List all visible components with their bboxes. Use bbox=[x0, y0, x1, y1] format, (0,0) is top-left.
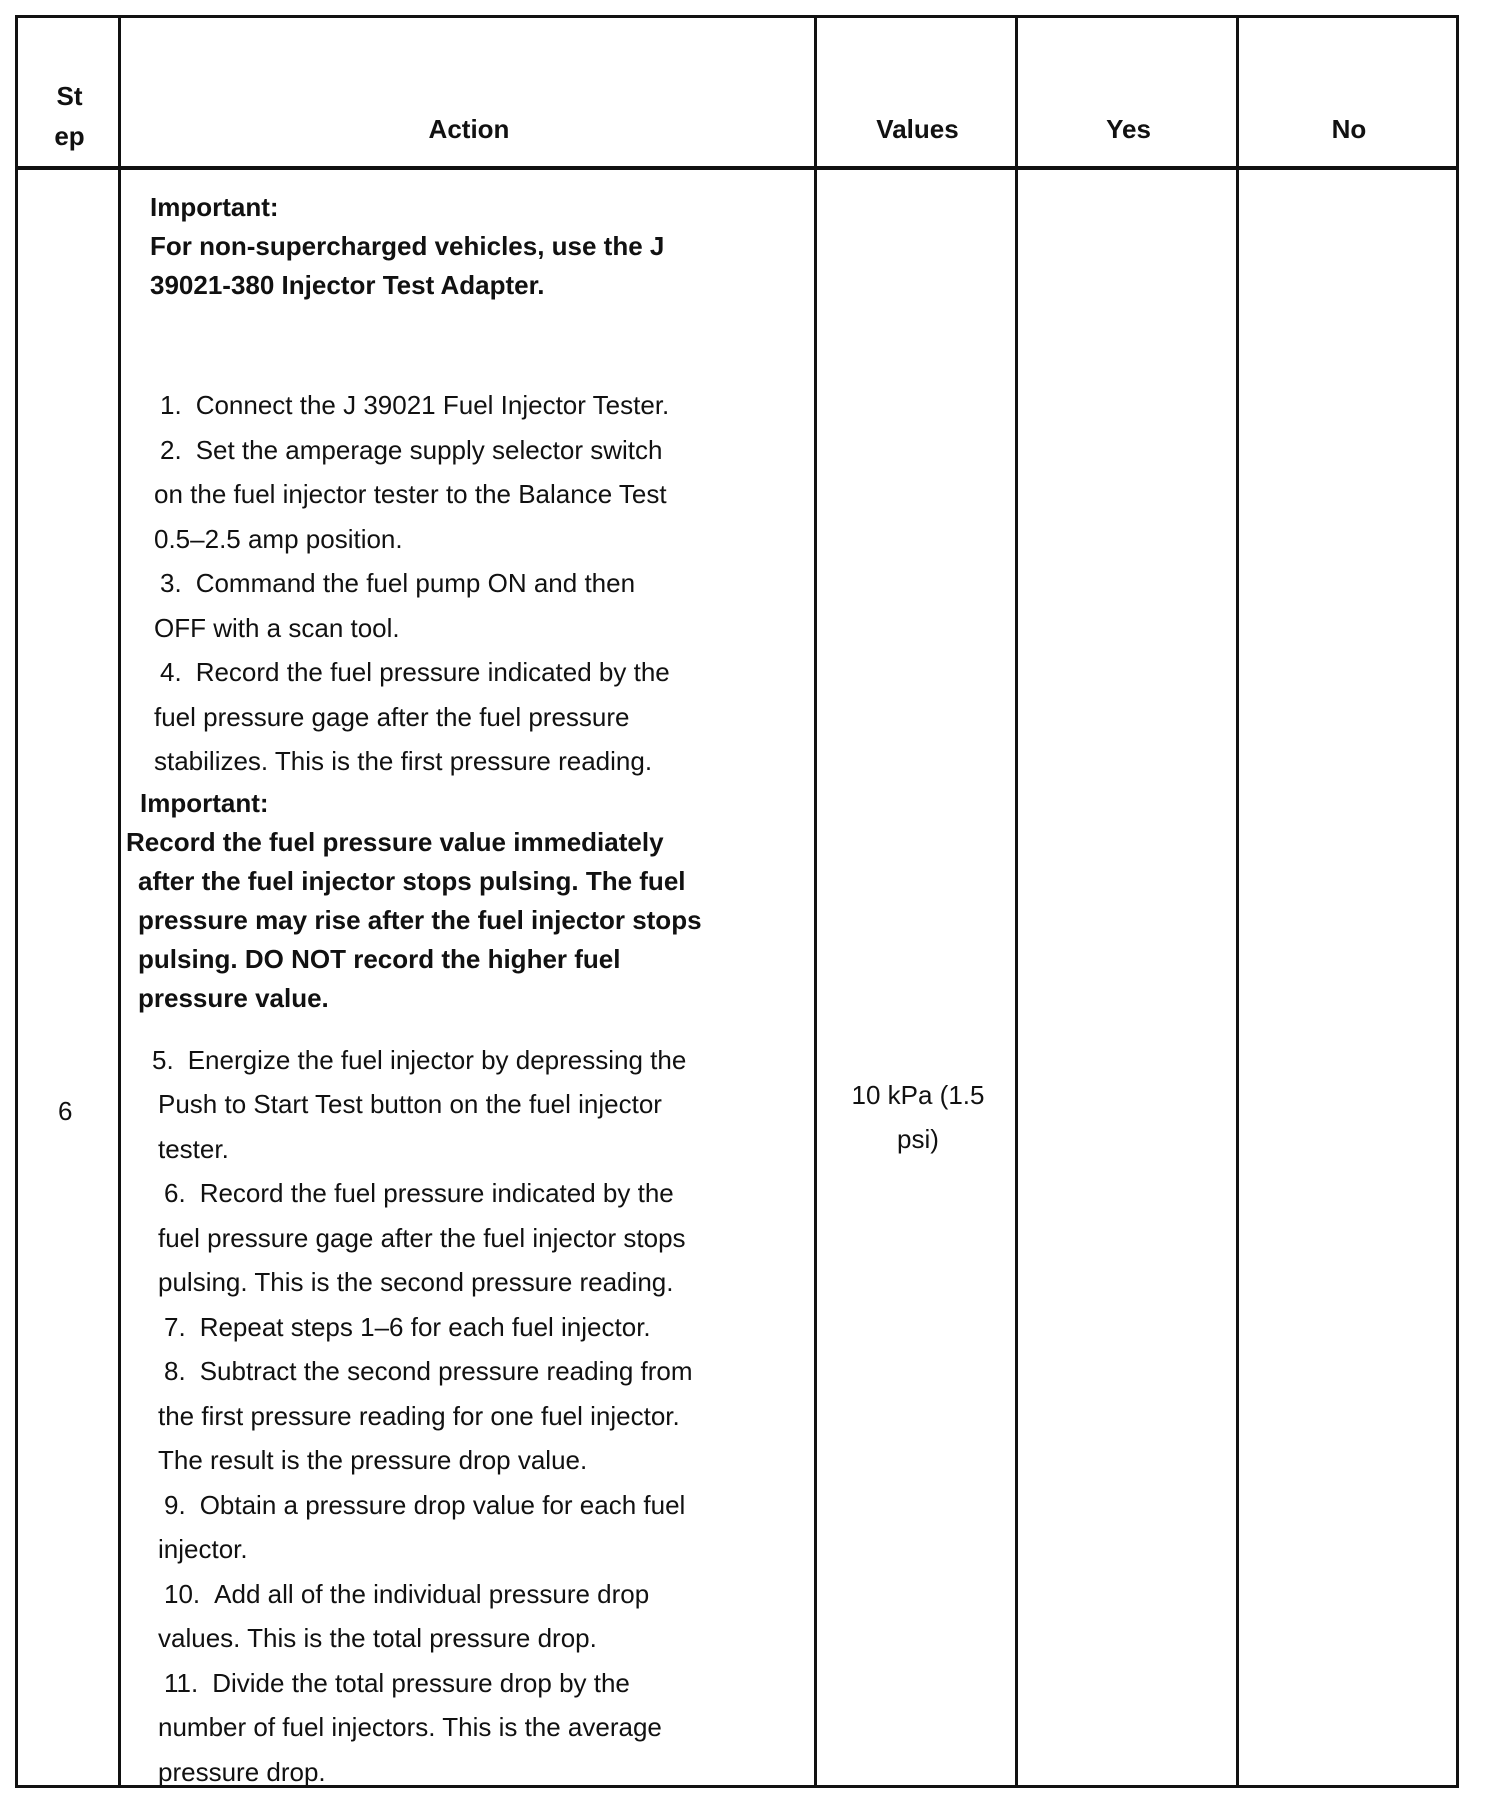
column-divider-step-action bbox=[118, 18, 121, 1785]
step-num: 10. bbox=[164, 1578, 201, 1609]
step-text: pressure drop. bbox=[158, 1756, 326, 1787]
step-num: 8. bbox=[164, 1356, 186, 1386]
list-item-step-2 bbox=[154, 428, 776, 562]
step-text: fuel pressure gage after the fuel injector stops bbox=[158, 1222, 686, 1253]
step-text: Divide the total pressure drop by the bbox=[212, 1667, 630, 1698]
step-text: OFF with a scan tool. bbox=[154, 612, 400, 643]
step-text: on the fuel injector tester to the Balance Test bbox=[154, 479, 667, 509]
action-column-header: Action bbox=[428, 114, 510, 144]
step-text: injector. bbox=[158, 1534, 248, 1564]
step-num: 3. bbox=[160, 568, 182, 598]
step-text: 0.5–2.5 amp position. bbox=[154, 523, 403, 554]
procedure-steps-5-11 bbox=[126, 1038, 776, 1795]
important-line: Record the fuel pressure value immediately bbox=[126, 826, 664, 857]
list-item-step-10 bbox=[146, 1572, 776, 1661]
list-item-step-4 bbox=[154, 650, 776, 784]
values-cell bbox=[818, 1073, 1018, 1161]
header-row-divider bbox=[18, 166, 1456, 170]
step-num: 1. bbox=[160, 390, 182, 420]
column-divider-yes-no bbox=[1236, 18, 1239, 1785]
step-header-line2: ep bbox=[54, 121, 85, 151]
important-line: pressure may rise after the fuel injector stops bbox=[138, 904, 702, 935]
column-divider-values-yes bbox=[1015, 18, 1018, 1785]
important-label: Important: bbox=[140, 787, 269, 818]
list-item-step-5 bbox=[146, 1038, 776, 1172]
step-column-header bbox=[18, 76, 121, 156]
list-item-step-3 bbox=[154, 561, 776, 650]
step-text: pulsing. This is the second pressure reading. bbox=[158, 1267, 674, 1297]
column-divider-action-values bbox=[814, 18, 817, 1785]
values-column-header: Values bbox=[876, 114, 959, 144]
step-text: Push to Start Test button on the fuel injector bbox=[158, 1089, 662, 1119]
step-text: the first pressure reading for one fuel injector. bbox=[158, 1400, 680, 1431]
step-number: 6 bbox=[58, 1096, 73, 1126]
step-text: Set the amperage supply selector switch bbox=[195, 434, 663, 465]
important-label: Important: bbox=[150, 192, 279, 222]
list-item-step-7 bbox=[146, 1305, 776, 1350]
list-item-step-9 bbox=[146, 1483, 776, 1572]
list-item-step-6 bbox=[146, 1171, 776, 1305]
step-text: Add all of the individual pressure drop bbox=[214, 1578, 650, 1609]
step-num: 9. bbox=[164, 1489, 186, 1520]
step-text: tester. bbox=[158, 1133, 229, 1164]
step-num: 5. bbox=[152, 1044, 174, 1075]
step-text: values. This is the total pressure drop. bbox=[158, 1623, 597, 1653]
list-item-step-1 bbox=[154, 383, 776, 428]
important-line: 39021-380 Injector Test Adapter. bbox=[150, 270, 545, 300]
step-num: 6. bbox=[164, 1178, 186, 1208]
procedure-steps-1-4 bbox=[126, 383, 776, 784]
important-line: pressure value. bbox=[138, 982, 329, 1013]
important-line: For non-supercharged vehicles, use the J bbox=[150, 231, 665, 261]
step-text: Record the fuel pressure indicated by the bbox=[195, 657, 670, 687]
values-line2: psi) bbox=[897, 1124, 939, 1154]
step-text: Command the fuel pump ON and then bbox=[195, 568, 636, 598]
step-text: Subtract the second pressure reading from bbox=[199, 1356, 693, 1386]
important-line: pulsing. DO NOT record the higher fuel bbox=[138, 943, 621, 974]
list-item-step-11 bbox=[146, 1661, 776, 1795]
step-text: Energize the fuel injector by depressing the bbox=[187, 1044, 687, 1075]
step-num: 4. bbox=[160, 657, 182, 687]
step-text: The result is the pressure drop value. bbox=[158, 1445, 588, 1475]
step-text: Obtain a pressure drop value for each fuel bbox=[199, 1489, 686, 1520]
values-line1: 10 kPa (1.5 bbox=[851, 1080, 985, 1110]
step-text: number of fuel injectors. This is the average bbox=[158, 1712, 662, 1742]
step-header-line1: St bbox=[56, 81, 83, 111]
step-num: 2. bbox=[160, 434, 182, 465]
important-note-1 bbox=[126, 188, 776, 305]
step-text: Repeat steps 1–6 for each fuel injector. bbox=[199, 1311, 651, 1342]
diagnostic-table bbox=[15, 15, 1459, 1788]
step-text: fuel pressure gage after the fuel pressure bbox=[154, 701, 630, 732]
step-text: Connect the J 39021 Fuel Injector Tester. bbox=[195, 390, 670, 420]
yes-column-header: Yes bbox=[1106, 114, 1151, 144]
no-column-header: No bbox=[1331, 114, 1367, 144]
step-num: 7. bbox=[164, 1311, 186, 1342]
step-text: stabilizes. This is the first pressure reading. bbox=[154, 746, 653, 776]
action-cell bbox=[126, 188, 776, 1794]
step-text: Record the fuel pressure indicated by the bbox=[199, 1178, 674, 1208]
important-line: after the fuel injector stops pulsing. The fuel bbox=[138, 865, 686, 896]
important-note-2 bbox=[126, 784, 776, 1018]
step-num: 11. bbox=[164, 1667, 199, 1698]
list-item-step-8 bbox=[146, 1349, 776, 1483]
